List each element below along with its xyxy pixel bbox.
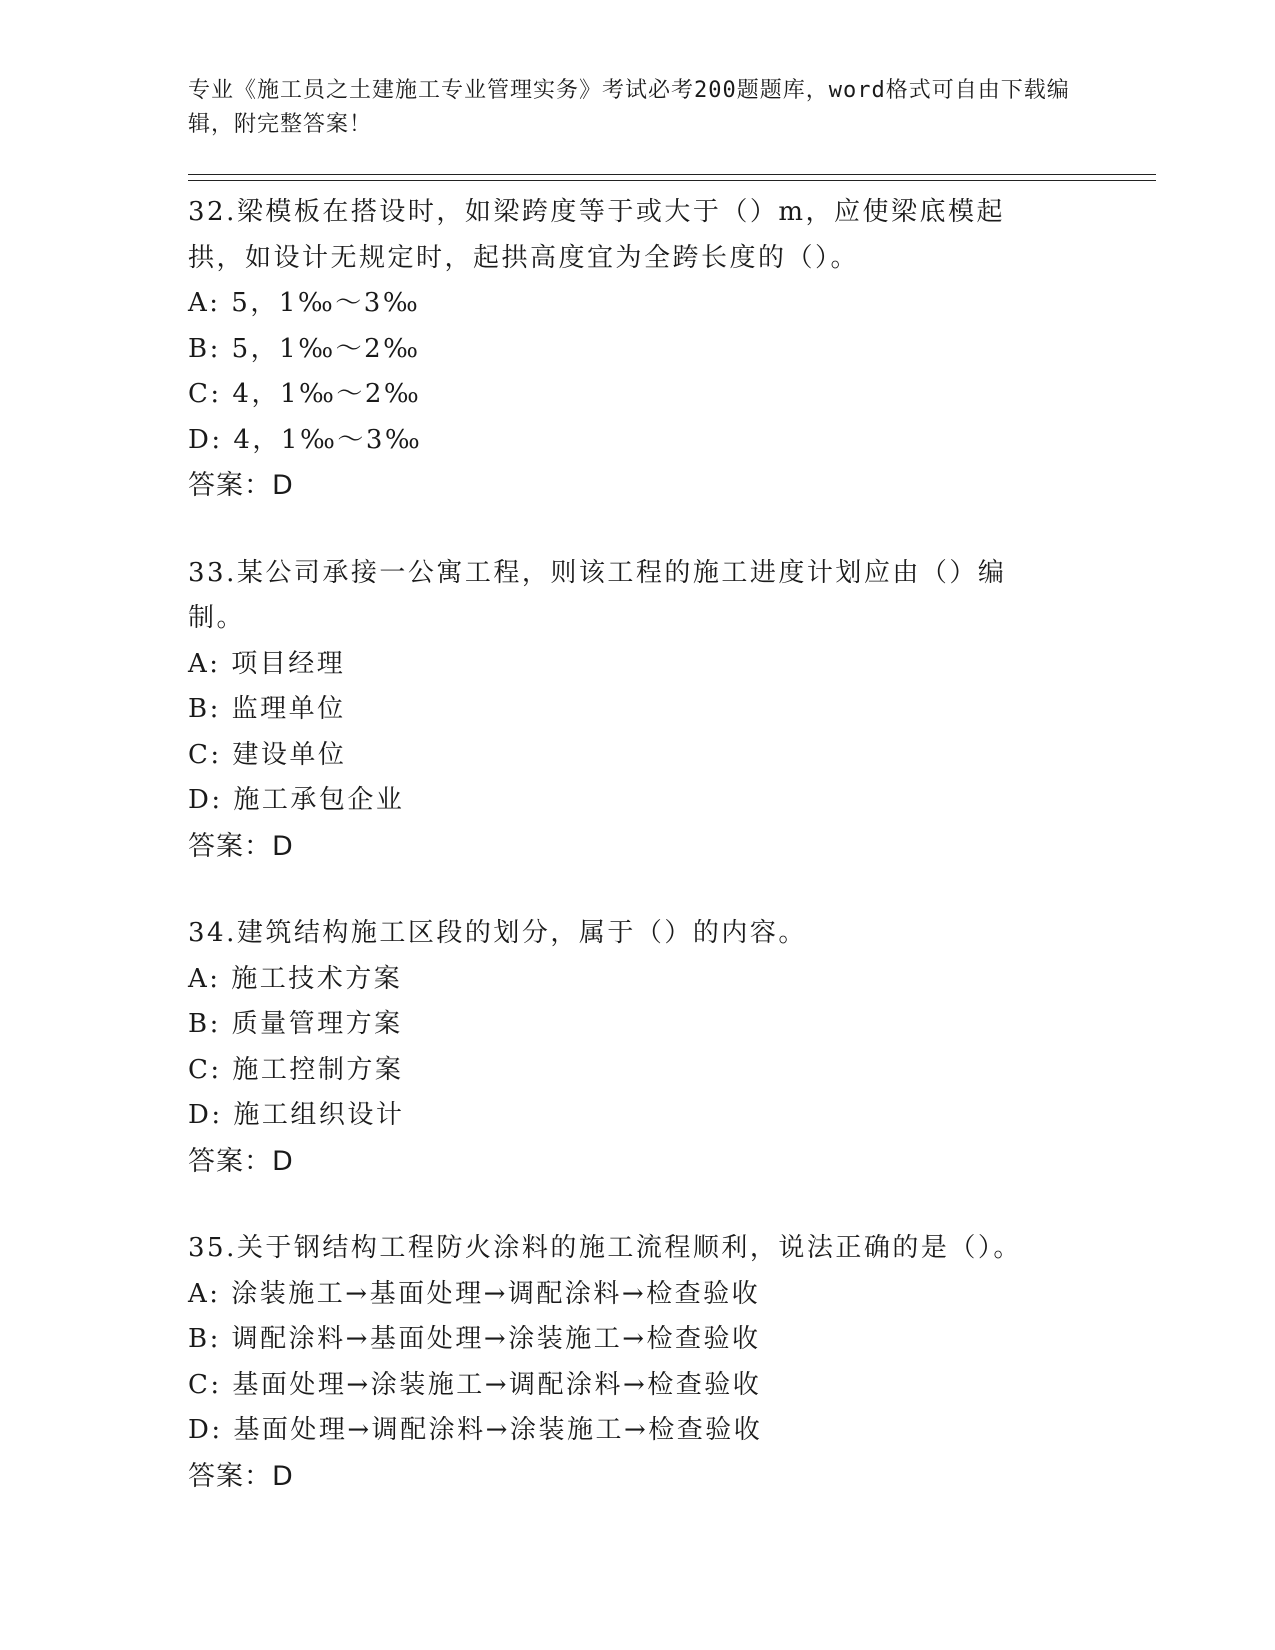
answer-label: 答案：D	[188, 830, 294, 862]
question-item	[188, 911, 1138, 1184]
option-a: A: 项目经理	[188, 648, 346, 679]
question-item	[188, 1226, 1138, 1499]
answer-label: 答案：D	[188, 1145, 294, 1177]
option-a: A: 施工技术方案	[188, 963, 403, 994]
option-d: D: 施工承包企业	[188, 785, 405, 815]
option-a: A: 5，1‰～3‰	[188, 288, 421, 318]
option-d: D: 4，1‰～3‰	[188, 424, 423, 455]
option-c: C: 施工控制方案	[188, 1054, 404, 1085]
option-b: B: 调配涂料→基面处理→涂装施工→检查验收	[188, 1324, 761, 1354]
option-c: C: 4，1‰～2‰	[188, 379, 422, 409]
question-item	[188, 551, 1138, 870]
answer-label: 答案：D	[188, 1460, 294, 1492]
question-stem: 34.建筑结构施工区段的划分，属于（）的内容。	[188, 918, 807, 948]
question-stem: 32.梁模板在搭设时，如梁跨度等于或大于（）m，应使梁底模起拱，如设计无规定时，起拱高度宜为全跨长度的（）。	[188, 197, 1006, 273]
question-item	[188, 190, 1138, 509]
option-b: B: 监理单位	[188, 694, 346, 724]
header-divider-bottom	[188, 180, 1156, 181]
question-stem: 35.关于钢结构工程防火涂料的施工流程顺利，说法正确的是（）。	[188, 1233, 1022, 1263]
option-c: C: 基面处理→涂装施工→调配涂料→检查验收	[188, 1369, 762, 1400]
option-d: D: 基面处理→调配涂料→涂装施工→检查验收	[188, 1415, 763, 1445]
header-divider-top	[188, 174, 1156, 175]
document-header: 专业《施工员之土建施工专业管理实务》考试必考200题题库，word格式可自由下载编辑，附完整答案！	[188, 78, 1070, 137]
question-list	[188, 190, 1138, 1541]
option-b: B: 质量管理方案	[188, 1009, 403, 1039]
option-c: C: 建设单位	[188, 739, 347, 770]
option-a: A: 涂装施工→基面处理→调配涂料→检查验收	[188, 1278, 761, 1309]
option-d: D: 施工组织设计	[188, 1100, 405, 1130]
option-b: B: 5，1‰～2‰	[188, 333, 421, 364]
question-stem: 33.某公司承接一公寓工程，则该工程的施工进度计划应由（）编制。	[188, 557, 1007, 633]
answer-label: 答案：D	[188, 470, 294, 501]
